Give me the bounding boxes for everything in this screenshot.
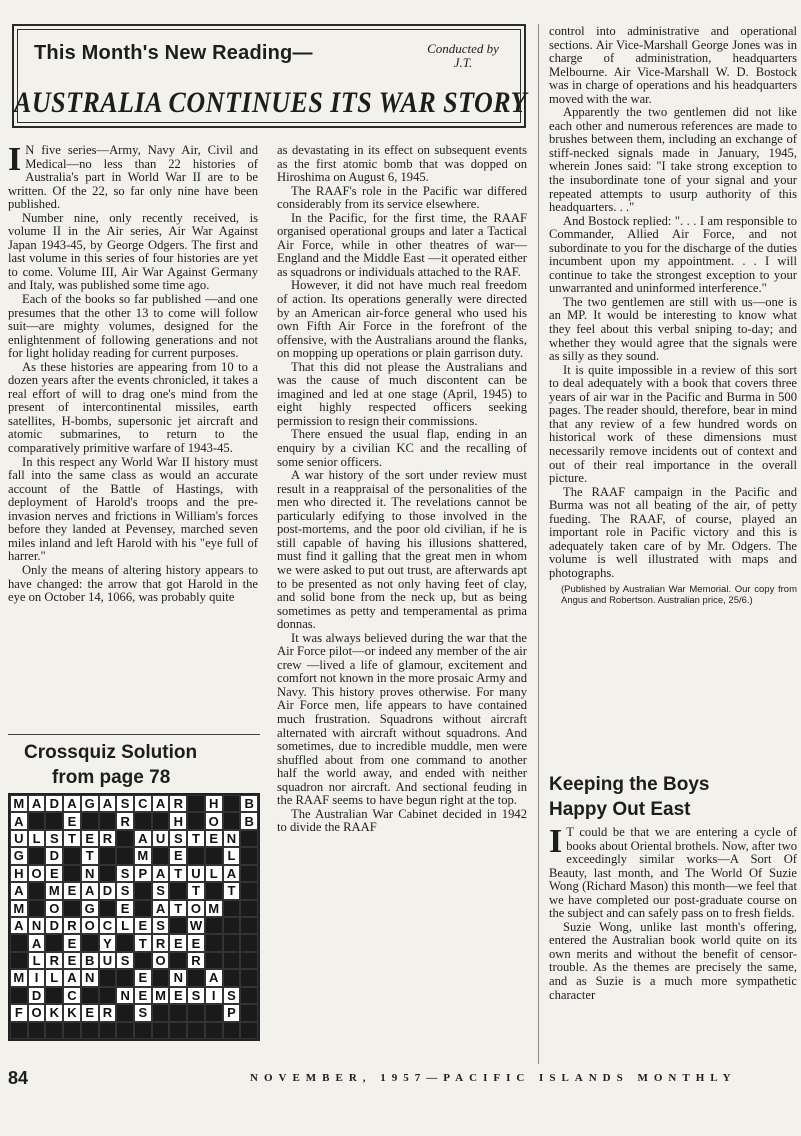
crossword-letter-cell: E: [45, 865, 63, 882]
crossword-letter-cell: E: [205, 830, 223, 847]
crossword-letter-cell: T: [169, 900, 187, 917]
crossword-letter-cell: Y: [99, 934, 117, 951]
crossword-black-cell: [134, 900, 152, 917]
crossword-letter-cell: A: [152, 865, 170, 882]
crossword-letter-cell: A: [28, 934, 46, 951]
crossword-letter-cell: N: [169, 969, 187, 986]
crossword-black-cell: [169, 1004, 187, 1021]
crossword-letter-cell: L: [45, 969, 63, 986]
crossword-letter-cell: R: [45, 952, 63, 969]
crossword-black-cell: [223, 1022, 241, 1039]
crossword-letter-cell: M: [45, 882, 63, 899]
crossword-black-cell: [81, 934, 99, 951]
crossword-letter-cell: A: [134, 830, 152, 847]
crossword-black-cell: [134, 952, 152, 969]
crossword-letter-cell: A: [99, 795, 117, 812]
crossword-letter-cell: O: [152, 952, 170, 969]
crossword-letter-cell: O: [187, 900, 205, 917]
crossword-letter-cell: A: [223, 865, 241, 882]
crossword-letter-cell: D: [28, 987, 46, 1004]
crossword-letter-cell: M: [152, 987, 170, 1004]
crossword-letter-cell: A: [10, 882, 28, 899]
crossword-black-cell: [99, 812, 117, 829]
divider: [8, 734, 260, 735]
crossword-letter-cell: I: [28, 969, 46, 986]
crossword-black-cell: [169, 1022, 187, 1039]
crossword-black-cell: [152, 1004, 170, 1021]
article-header-box: [12, 24, 526, 128]
crossword-letter-cell: A: [205, 969, 223, 986]
crossword-letter-cell: L: [116, 917, 134, 934]
crossword-black-cell: [81, 1022, 99, 1039]
crossword-letter-cell: K: [45, 1004, 63, 1021]
article-headline: AUSTRALIA CONTINUES ITS WAR STORY: [14, 85, 528, 120]
paragraph: In this respect any World War II history must fall into the same class as would an accurate account of the Battle of Hastings, with deployment of Harold's troops and the pre-invasion nerves and frictions in William's forces before they landed at Pevensey, marched seven miles inland and left Harold with his "eye full of harrer.": [8, 454, 258, 564]
crossword-black-cell: [152, 812, 170, 829]
crossword-black-cell: [187, 812, 205, 829]
crossword-letter-cell: S: [116, 952, 134, 969]
paragraph: I T could be that we are entering a cycle of books about Oriental brothels. Now, after two exceedingly similar works—A Sort Of Beauty, last month, and The World Of Suzie Wong (Richard Mason) this month—we feel that we have completed our post-graduate course on the subject and can safely pass on to fresh fields.: [549, 826, 797, 921]
crossword-letter-cell: W: [187, 917, 205, 934]
crossword-black-cell: [169, 952, 187, 969]
crossword-black-cell: [28, 900, 46, 917]
crossword-letter-cell: S: [187, 987, 205, 1004]
crossword-letter-cell: U: [10, 830, 28, 847]
crossword-letter-cell: D: [45, 795, 63, 812]
crossword-letter-cell: C: [63, 987, 81, 1004]
crossword-letter-cell: A: [63, 795, 81, 812]
crossword-grid: [8, 793, 260, 1041]
crossword-letter-cell: E: [116, 900, 134, 917]
crossword-letter-cell: T: [187, 882, 205, 899]
crossword-letter-cell: P: [134, 865, 152, 882]
crossword-black-cell: [205, 1004, 223, 1021]
crossword-letter-cell: A: [81, 882, 99, 899]
crossword-black-cell: [240, 987, 258, 1004]
crossword-black-cell: [116, 934, 134, 951]
paragraph: A war history of the sort under review must result in a reappraisal of the personalities of the men who directed it. The revelations cannot be particularly edifying to those involved in the post-mortems, and the poor old civilian, if he is still capable of having his illusions shattered, must find it galling that the great men in whom we were asked to put out trust, are afterwards apt to be presented as not only having feet of clay, and solid bone from the neck up, but as being sometimes as petty and temperamental as prima donnas.: [277, 468, 527, 632]
paragraph: Apparently the two gentlemen did not like each other and numerous references are made to brushes between them, including an exchange of stiff-necked signals made in January, 1945, wherein Jones said: "I take strong exception to the insubordinate tone of your signal and your repeated attempts to usurp authority of this headquarters. . .": [549, 105, 797, 215]
crossword-letter-cell: C: [99, 917, 117, 934]
crossword-black-cell: [10, 952, 28, 969]
crossword-letter-cell: K: [63, 1004, 81, 1021]
publisher-note: (Published by Australian War Memorial. Our copy from Angus and Robertson. Australian price, 25/6.): [561, 584, 797, 607]
crossword-black-cell: [45, 812, 63, 829]
paragraph: The RAAF campaign in the Pacific and Burma was not all beating of the air, of petty fueding. The RAAF, of course, played an important role in Pacific victory and this is adequately taken care of by Mr. Odgers. The volume is well illustrated with maps and photographs.: [549, 484, 797, 580]
paragraph: And Bostock replied: ". . . I am responsible to Commander, Allied Air Force, and not subordinate to you for the discharge of the duties incumbent upon my appointment. . . I will continue to take the strongest exception to your unwarranted and uninformed interference.": [549, 213, 797, 296]
crossword-letter-cell: A: [152, 795, 170, 812]
crossword-letter-cell: E: [63, 934, 81, 951]
crossword-black-cell: [63, 1022, 81, 1039]
crossword-black-cell: [45, 934, 63, 951]
crossword-letter-cell: S: [116, 882, 134, 899]
crossword-black-cell: [81, 812, 99, 829]
crossword-black-cell: [116, 847, 134, 864]
crossword-black-cell: [63, 900, 81, 917]
crossquiz-title: Crossquiz Solution from page 78: [24, 742, 198, 788]
crossword-black-cell: [240, 1022, 258, 1039]
paragraph: as devastating in its effect on subsequent events as the first atomic bomb that was dopped on Hiroshima on August 6, 1945.: [277, 144, 527, 185]
crossword-letter-cell: H: [205, 795, 223, 812]
crossword-letter-cell: N: [81, 865, 99, 882]
paragraph: Each of the books so far published —and one presumes that the other 13 to come will follow suit—are mighty volumes, designed for the enlightenment of following generations and not for light holiday reading for current purposes.: [8, 292, 258, 361]
crossword-black-cell: [28, 847, 46, 864]
crossword-letter-cell: G: [10, 847, 28, 864]
crossword-black-cell: [152, 969, 170, 986]
crossword-letter-cell: E: [169, 987, 187, 1004]
page-number: 84: [8, 1068, 29, 1088]
column-2: [277, 144, 527, 1054]
crossword-letter-cell: D: [45, 917, 63, 934]
column-4: [549, 826, 797, 1066]
crossword-letter-cell: M: [10, 900, 28, 917]
crossword-black-cell: [152, 1022, 170, 1039]
crossword-letter-cell: N: [223, 830, 241, 847]
crossword-letter-cell: F: [10, 1004, 28, 1021]
crossword-black-cell: [240, 830, 258, 847]
crossword-letter-cell: S: [152, 917, 170, 934]
column-3: [549, 25, 797, 765]
crossword-letter-cell: D: [45, 847, 63, 864]
crossword-black-cell: [223, 952, 241, 969]
crossword-black-cell: [223, 812, 241, 829]
crossword-black-cell: [28, 1022, 46, 1039]
crossword-letter-cell: E: [169, 934, 187, 951]
crossword-letter-cell: B: [240, 795, 258, 812]
crossword-black-cell: [134, 1022, 152, 1039]
crossword-letter-cell: S: [169, 830, 187, 847]
crossword-black-cell: [99, 900, 117, 917]
crossword-letter-cell: R: [169, 795, 187, 812]
crossword-black-cell: [116, 1022, 134, 1039]
crossword-letter-cell: O: [45, 900, 63, 917]
crossword-black-cell: [240, 847, 258, 864]
crossword-black-cell: [116, 1004, 134, 1021]
crossword-black-cell: [10, 934, 28, 951]
crossword-letter-cell: E: [187, 934, 205, 951]
crossword-black-cell: [223, 900, 241, 917]
crossword-black-cell: [99, 865, 117, 882]
crossword-letter-cell: N: [81, 969, 99, 986]
crossword-black-cell: [223, 917, 241, 934]
running-footer: NOVEMBER, 1957—PACIFIC ISLANDS MONTHLY: [250, 1072, 737, 1084]
paragraph: The Australian War Cabinet decided in 1942 to divide the RAAF: [277, 806, 527, 835]
crossword-letter-cell: M: [205, 900, 223, 917]
crossword-letter-cell: G: [81, 900, 99, 917]
crossword-black-cell: [205, 952, 223, 969]
paragraph: It is quite impossible in a review of this sort to deal adequately with a book that covers three years of air war in the Pacific and Burma in 500 pages. The reader should, therefore, bear in mind that any review of a few hundred words on historical work of these dimensions must necessarily remove incidents out of context and out of their real importance in the overall picture.: [549, 362, 797, 486]
byline: Conducted by J.T.: [427, 41, 499, 70]
crossword-letter-cell: L: [223, 847, 241, 864]
paragraph: As these histories are appearing from 10 to a dozen years after the events chronicled, it takes a real effort of will to drag one's mind from the present of intercontinental missiles, earth satellites, H-bombs, supersonic jet aircraft and atomic submarines, to return to the comparatively primitive warfare of 1943-45.: [8, 359, 258, 456]
crossword-letter-cell: C: [134, 795, 152, 812]
column-divider: [538, 24, 539, 1064]
crossword-black-cell: [240, 865, 258, 882]
crossword-letter-cell: L: [28, 952, 46, 969]
crossword-letter-cell: D: [99, 882, 117, 899]
crossword-letter-cell: E: [169, 847, 187, 864]
crossword-black-cell: [45, 1022, 63, 1039]
crossword-letter-cell: O: [81, 917, 99, 934]
crossword-letter-cell: G: [81, 795, 99, 812]
paragraph: There ensued the usual flap, ending in an enquiry by a civilian KC and the recalling of some senior officers.: [277, 427, 527, 469]
crossword-letter-cell: N: [116, 987, 134, 1004]
crossword-letter-cell: T: [81, 847, 99, 864]
crossword-black-cell: [240, 882, 258, 899]
paragraph: In the Pacific, for the first time, the RAAF organised operational groups and later a Tactical Air Force, while in other theatres of war—England and the Middle East —it operated either as squadrons or individuals attached to the RAF.: [277, 210, 527, 279]
crossword-black-cell: [81, 987, 99, 1004]
crossword-letter-cell: E: [134, 987, 152, 1004]
crossword-black-cell: [205, 847, 223, 864]
paragraph: The RAAF's role in the Pacific war differed considerably from its service elsewhere.: [277, 183, 527, 212]
crossword-letter-cell: I: [205, 987, 223, 1004]
crossword-letter-cell: L: [28, 830, 46, 847]
crossword-letter-cell: T: [134, 934, 152, 951]
crossword-letter-cell: S: [45, 830, 63, 847]
crossword-black-cell: [99, 987, 117, 1004]
crossword-letter-cell: E: [63, 952, 81, 969]
crossword-black-cell: [205, 917, 223, 934]
crossword-letter-cell: T: [223, 882, 241, 899]
crossword-black-cell: [134, 882, 152, 899]
crossword-black-cell: [205, 882, 223, 899]
crossword-letter-cell: U: [152, 830, 170, 847]
crossword-letter-cell: T: [187, 830, 205, 847]
crossword-letter-cell: B: [240, 812, 258, 829]
crossword-black-cell: [28, 812, 46, 829]
crossword-letter-cell: M: [134, 847, 152, 864]
crossword-black-cell: [134, 812, 152, 829]
drop-cap: I: [8, 144, 22, 178]
crossword-letter-cell: T: [63, 830, 81, 847]
crossword-black-cell: [240, 900, 258, 917]
crossword-letter-cell: O: [28, 1004, 46, 1021]
crossword-letter-cell: M: [10, 969, 28, 986]
crossword-black-cell: [187, 969, 205, 986]
paragraph: It was always believed during the war that the Air Force pilot—or indeed any member of the air crew —lived a life of glamour, excitement and comfort not known in the more prosaic Army and Navy. This history proves otherwise. For many Air Force men, life appears to have contained much frustration. Squadrons without aircraft alternated with aircraft without squadrons. And sometimes, due to incredible muddle, men were shuffled about from one command to another half the world away, and ended with neither squadron nor aircraft. And sectional feuding in the RAAF seems to have begun right at the top.: [277, 630, 527, 808]
crossword-letter-cell: S: [116, 795, 134, 812]
crossword-letter-cell: R: [99, 830, 117, 847]
crossword-black-cell: [169, 882, 187, 899]
crossword-black-cell: [169, 917, 187, 934]
paragraph: Suzie Wong, unlike last month's offering, entered the Australian book world quite on its own merits and without the benefit of censor-trouble. As the themes are precisely the same, and as Suzie is a much more sympathetic character: [549, 919, 797, 1002]
crossword-black-cell: [63, 847, 81, 864]
crossword-letter-cell: U: [99, 952, 117, 969]
crossword-letter-cell: E: [81, 830, 99, 847]
crossword-black-cell: [223, 969, 241, 986]
crossword-letter-cell: H: [169, 812, 187, 829]
crossword-black-cell: [10, 987, 28, 1004]
section-kicker: This Month's New Reading—: [34, 42, 313, 64]
crossword-letter-cell: M: [10, 795, 28, 812]
drop-cap: I: [549, 826, 563, 860]
crossword-letter-cell: R: [152, 934, 170, 951]
crossword-letter-cell: A: [28, 795, 46, 812]
crossword-letter-cell: P: [223, 1004, 241, 1021]
column-1: [8, 144, 258, 728]
crossword-black-cell: [240, 969, 258, 986]
crossword-letter-cell: R: [99, 1004, 117, 1021]
crossword-letter-cell: N: [28, 917, 46, 934]
crossword-black-cell: [152, 847, 170, 864]
crossword-black-cell: [63, 865, 81, 882]
paragraph: Number nine, only recently received, is volume II in the Air series, Air War Against Japan 1943-45, by George Odgers. The first and last volume in this series of four histories are yet to come. Volume III, Air War Against Germany and Italy, was published some time ago.: [8, 210, 258, 293]
crossword-letter-cell: H: [10, 865, 28, 882]
crossword-black-cell: [240, 1004, 258, 1021]
crossword-letter-cell: A: [63, 969, 81, 986]
crossword-black-cell: [205, 934, 223, 951]
crossword-letter-cell: R: [187, 952, 205, 969]
crossword-black-cell: [99, 847, 117, 864]
crossword-black-cell: [223, 795, 241, 812]
paragraph: I N five series—Army, Navy Air, Civil and Medical—no less than 22 histories of Australia's part in World War II are to be written. Of the 22, so far only nine have been published.: [8, 144, 258, 212]
crossword-black-cell: [10, 1022, 28, 1039]
crossword-letter-cell: R: [116, 812, 134, 829]
crossword-letter-cell: E: [63, 812, 81, 829]
crossword-letter-cell: U: [187, 865, 205, 882]
crossword-black-cell: [99, 969, 117, 986]
crossword-black-cell: [45, 987, 63, 1004]
crossword-letter-cell: S: [116, 865, 134, 882]
crossword-black-cell: [99, 1022, 117, 1039]
crossword-black-cell: [187, 1022, 205, 1039]
crossword-black-cell: [28, 882, 46, 899]
boys-title: Keeping the Boys Happy Out East: [549, 774, 710, 820]
crossword-letter-cell: A: [152, 900, 170, 917]
crossword-letter-cell: S: [134, 1004, 152, 1021]
crossword-letter-cell: E: [81, 1004, 99, 1021]
crossword-black-cell: [116, 969, 134, 986]
paragraph: control into administrative and operational sections. Air Vice-Marshall George Jones was in charge of administration, headquarters Melbourne. Air Vice-Marshall W. D. Bostock was in charge of operations and his headquarters moved with the war.: [549, 25, 797, 106]
crossword-black-cell: [240, 934, 258, 951]
crossword-black-cell: [223, 934, 241, 951]
paragraph: Only the means of altering history appears to have changed: the arrow that got Harold in the eye on October 14, 1066, was probably quite: [8, 562, 258, 605]
crossword-letter-cell: E: [63, 882, 81, 899]
crossword-letter-cell: O: [205, 812, 223, 829]
crossword-black-cell: [187, 795, 205, 812]
paragraph: The two gentlemen are still with us—one is an MP. It would be interesting to know what they feel about this verbal sniping to-day; and whether they would agree that the signals were as silly as they sound.: [549, 294, 797, 364]
crossword-black-cell: [240, 952, 258, 969]
crossword-letter-cell: T: [169, 865, 187, 882]
crossword-letter-cell: O: [28, 865, 46, 882]
crossword-letter-cell: E: [134, 917, 152, 934]
crossword-black-cell: [240, 917, 258, 934]
crossword-letter-cell: A: [10, 917, 28, 934]
crossword-letter-cell: B: [81, 952, 99, 969]
crossword-letter-cell: L: [205, 865, 223, 882]
crossword-black-cell: [187, 847, 205, 864]
crossword-letter-cell: R: [63, 917, 81, 934]
crossword-letter-cell: A: [10, 812, 28, 829]
crossword-letter-cell: S: [152, 882, 170, 899]
paragraph: That this did not please the Australians and was the cause of much discontent can be imagined and led at one stage (April, 1945) to eight highly respected officers seeking permission to resign their commissions.: [277, 359, 527, 428]
crossword-letter-cell: S: [223, 987, 241, 1004]
crossword-black-cell: [187, 1004, 205, 1021]
crossword-black-cell: [205, 1022, 223, 1039]
crossword-black-cell: [116, 830, 134, 847]
paragraph: However, it did not have much real freedom of action. Its operations generally were directed by an American air-force general who used his own Fifth Air Force in the forefront of the offensive, with the Australians around the flanks, on mopping up operations or plain garrison duty.: [277, 278, 527, 361]
crossword-letter-cell: E: [134, 969, 152, 986]
